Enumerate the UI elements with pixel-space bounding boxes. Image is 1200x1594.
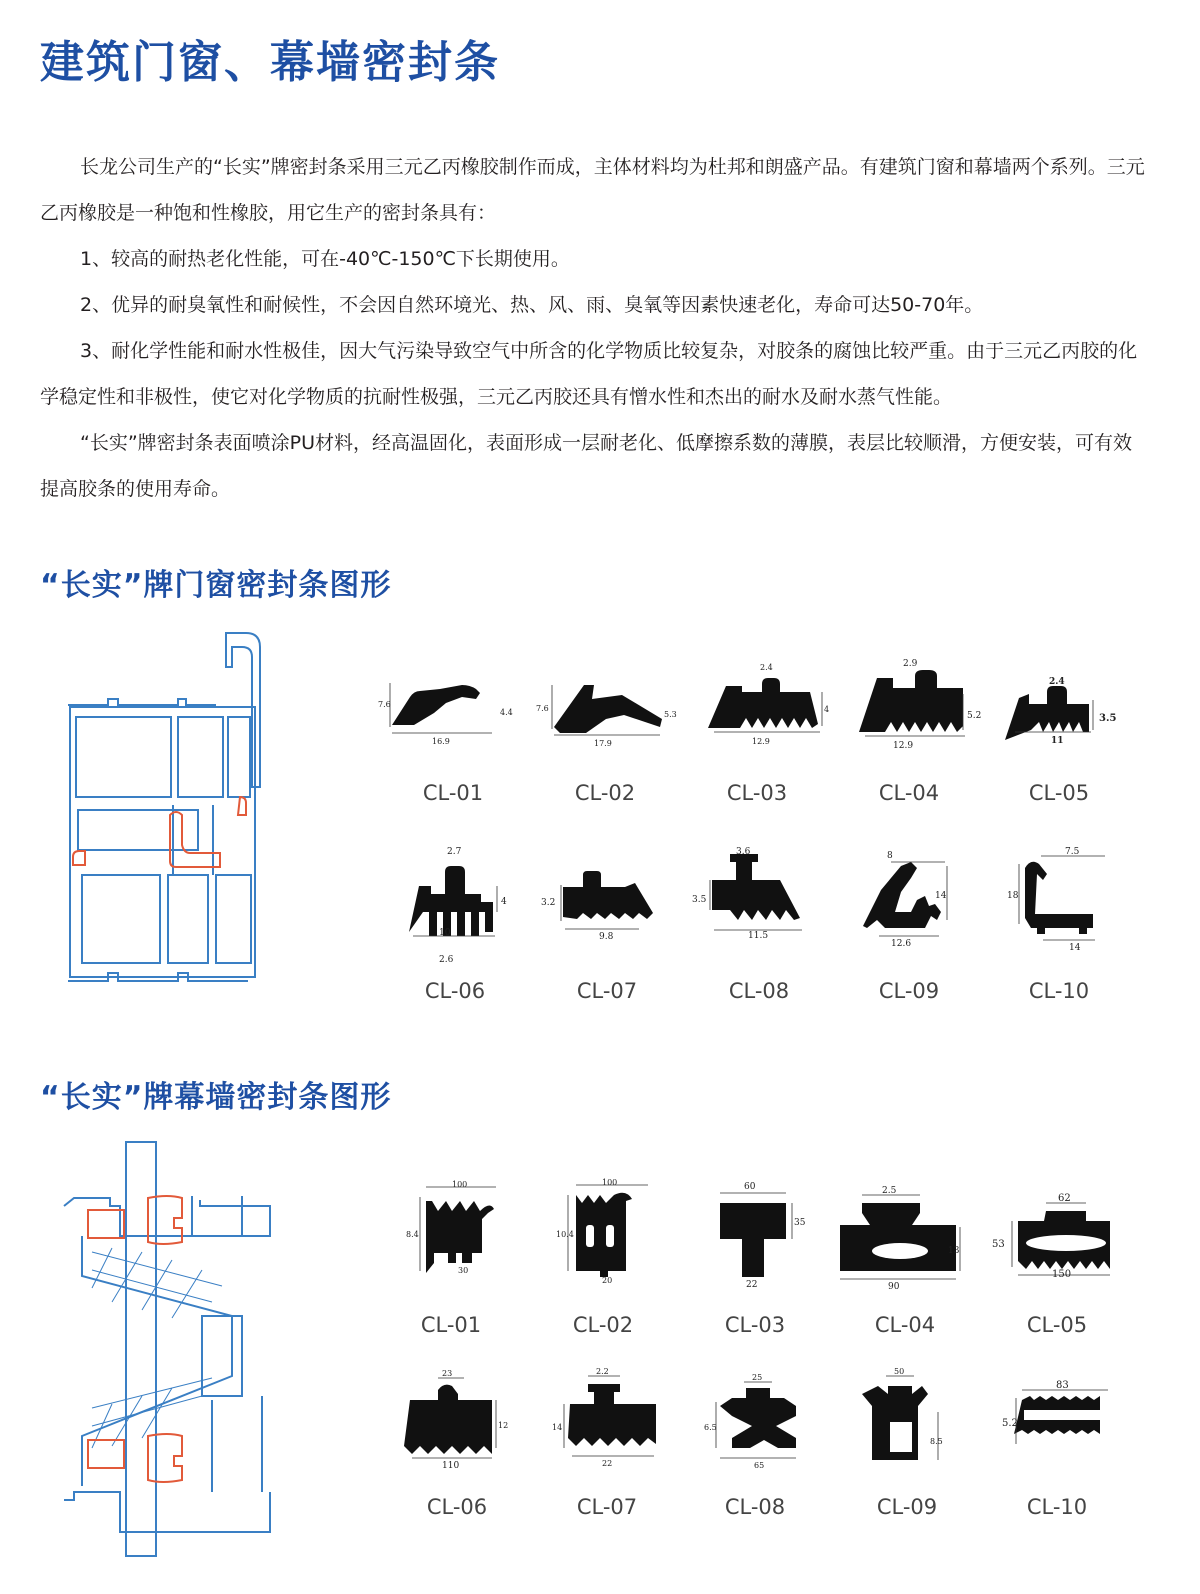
svg-text:3.5: 3.5: [692, 895, 707, 905]
window-profile-cl06: [395, 840, 525, 970]
wall-profile-cl02: [552, 1175, 662, 1285]
svg-text:14: 14: [935, 891, 947, 901]
wall-profile-cl08: [704, 1360, 824, 1470]
window-profile-cl08: [690, 840, 820, 950]
wall-profile-cl07: [550, 1360, 670, 1470]
wall-profile-cl09: [852, 1360, 972, 1470]
window-profile-cl02: [530, 655, 680, 750]
svg-text:7.6: 7.6: [378, 700, 391, 709]
svg-text:7.6: 7.6: [536, 704, 549, 713]
window-profile-cl05: [995, 650, 1125, 750]
svg-text:22: 22: [602, 1459, 613, 1468]
window-label-cl10: CL-10: [1028, 979, 1090, 1003]
window-profile-cl04: [845, 650, 995, 750]
wall-label-cl06: CL-06: [426, 1495, 488, 1519]
window-section-heading: “长实”牌门窗密封条图形: [40, 568, 392, 603]
svg-text:3.2: 3.2: [541, 898, 556, 908]
window-label-cl09: CL-09: [878, 979, 940, 1003]
wall-label-cl09: CL-09: [876, 1495, 938, 1519]
intro-text: [40, 144, 1150, 512]
svg-text:100: 100: [602, 1178, 618, 1187]
wall-label-cl08: CL-08: [724, 1495, 786, 1519]
svg-text:5.2: 5.2: [967, 711, 982, 721]
svg-text:8.4: 8.4: [406, 1230, 419, 1239]
wall-profile-cl05: [990, 1175, 1130, 1285]
svg-text:110: 110: [442, 1461, 460, 1471]
wall-profile-cl01: [400, 1175, 510, 1285]
svg-text:2.6: 2.6: [439, 955, 454, 965]
svg-text:8: 8: [887, 851, 893, 861]
wall-profile-cl04: [830, 1175, 970, 1292]
svg-text:83: 83: [1056, 1380, 1069, 1391]
window-label-cl07: CL-07: [576, 979, 638, 1003]
svg-text:30: 30: [458, 1266, 469, 1275]
svg-text:14: 14: [552, 1423, 563, 1432]
svg-text:2.9: 2.9: [903, 659, 918, 669]
svg-text:4: 4: [501, 897, 507, 907]
svg-text:2.2: 2.2: [596, 1367, 609, 1376]
wall-label-cl01: CL-01: [420, 1313, 482, 1337]
window-section-diagram: [58, 625, 278, 985]
svg-text:25: 25: [752, 1373, 763, 1382]
window-label-cl06: CL-06: [424, 979, 486, 1003]
svg-text:150: 150: [1052, 1269, 1072, 1280]
wall-label-cl05: CL-05: [1026, 1313, 1088, 1337]
svg-text:20: 20: [602, 1276, 613, 1285]
svg-text:10: 10: [439, 928, 451, 938]
svg-text:22: 22: [746, 1280, 758, 1290]
window-label-cl01: CL-01: [422, 781, 484, 805]
paragraph-point-1: 1、较高的耐热老化性能，可在-40℃-150℃下长期使用。: [80, 248, 570, 270]
svg-text:50: 50: [894, 1367, 905, 1376]
svg-text:17.9: 17.9: [594, 739, 612, 748]
curtain-wall-diagram: [52, 1140, 282, 1560]
wall-profile-cl03: [706, 1175, 816, 1290]
svg-text:23: 23: [442, 1369, 453, 1378]
window-label-cl04: CL-04: [878, 781, 940, 805]
page-title: 建筑门窗、幕墙密封条: [40, 37, 500, 88]
paragraph-point-2: 2、优异的耐臭氧性和耐候性，不会因自然环境光、热、风、雨、臭氧等因素快速老化，寿命可达50-70年。: [80, 294, 984, 316]
paragraph-pu-coating: “长实”牌密封条表面喷涂PU材料，经高温固化，表面形成一层耐老化、低摩擦系数的薄膜，表层比较顺滑，方便安装，可有效提高胶条的使用寿命。: [40, 432, 1133, 500]
svg-text:100: 100: [452, 1180, 468, 1189]
svg-text:2.7: 2.7: [447, 847, 462, 857]
svg-text:12.9: 12.9: [893, 741, 914, 751]
window-profile-cl07: [535, 845, 665, 955]
svg-text:60: 60: [744, 1182, 756, 1192]
svg-text:18: 18: [1007, 891, 1019, 901]
window-profile-cl01: [370, 655, 520, 750]
wall-label-cl02: CL-02: [572, 1313, 634, 1337]
wall-label-cl03: CL-03: [724, 1313, 786, 1337]
svg-text:4: 4: [824, 705, 830, 714]
svg-text:5.2: 5.2: [1002, 1418, 1018, 1429]
svg-text:6.5: 6.5: [704, 1423, 717, 1432]
svg-text:14: 14: [1069, 943, 1081, 953]
wall-profile-cl06: [398, 1360, 518, 1470]
svg-text:11.5: 11.5: [748, 931, 769, 941]
svg-text:16.9: 16.9: [432, 737, 450, 746]
wall-label-cl10: CL-10: [1026, 1495, 1088, 1519]
window-label-cl03: CL-03: [726, 781, 788, 805]
svg-text:2.5: 2.5: [882, 1186, 897, 1196]
svg-text:35: 35: [794, 1218, 806, 1228]
svg-text:12: 12: [498, 1421, 509, 1430]
svg-text:65: 65: [754, 1461, 765, 1470]
svg-text:11: 11: [1051, 736, 1064, 746]
window-label-cl08: CL-08: [728, 979, 790, 1003]
svg-text:3.6: 3.6: [736, 847, 751, 857]
wall-label-cl07: CL-07: [576, 1495, 638, 1519]
svg-text:7.5: 7.5: [1065, 847, 1080, 857]
svg-text:13: 13: [948, 1246, 960, 1256]
window-profile-cl03: [690, 650, 840, 750]
svg-text:8.5: 8.5: [930, 1437, 943, 1446]
svg-text:3.5: 3.5: [1099, 713, 1117, 724]
svg-text:4.4: 4.4: [500, 708, 513, 717]
svg-text:53: 53: [992, 1239, 1005, 1250]
paragraph-intro: 长龙公司生产的“长实”牌密封条采用三元乙丙橡胶制作而成，主体材料均为杜邦和朗盛产品。有建筑门窗和幕墙两个系列。三元乙丙橡胶是一种饱和性橡胶，用它生产的密封条具有：: [40, 156, 1145, 224]
svg-text:12.9: 12.9: [752, 737, 770, 746]
svg-text:10.4: 10.4: [556, 1230, 574, 1239]
window-profile-cl09: [845, 840, 975, 970]
svg-text:9.8: 9.8: [599, 932, 614, 942]
window-label-cl02: CL-02: [574, 781, 636, 805]
paragraph-point-3: 3、耐化学性能和耐水性极佳，因大气污染导致空气中所含的化学物质比较复杂，对胶条的腐蚀比较严重。由于三元乙丙胶的化学稳定性和非极性，使它对化学物质的抗耐性极强，三元乙丙胶还具有憎水性和杰出的耐水及耐水蒸气性能。: [40, 340, 1138, 408]
svg-text:5.3: 5.3: [664, 710, 677, 719]
wall-label-cl04: CL-04: [874, 1313, 936, 1337]
svg-text:90: 90: [888, 1282, 900, 1292]
svg-text:62: 62: [1058, 1193, 1071, 1204]
curtain-wall-section-heading: “长实”牌幕墙密封条图形: [40, 1080, 392, 1115]
window-profile-cl10: [995, 840, 1125, 970]
svg-text:2.4: 2.4: [1049, 677, 1065, 687]
window-label-cl05: CL-05: [1028, 781, 1090, 805]
svg-text:2.4: 2.4: [760, 663, 773, 672]
wall-profile-cl10: [1000, 1360, 1130, 1470]
svg-text:12.6: 12.6: [891, 939, 912, 949]
